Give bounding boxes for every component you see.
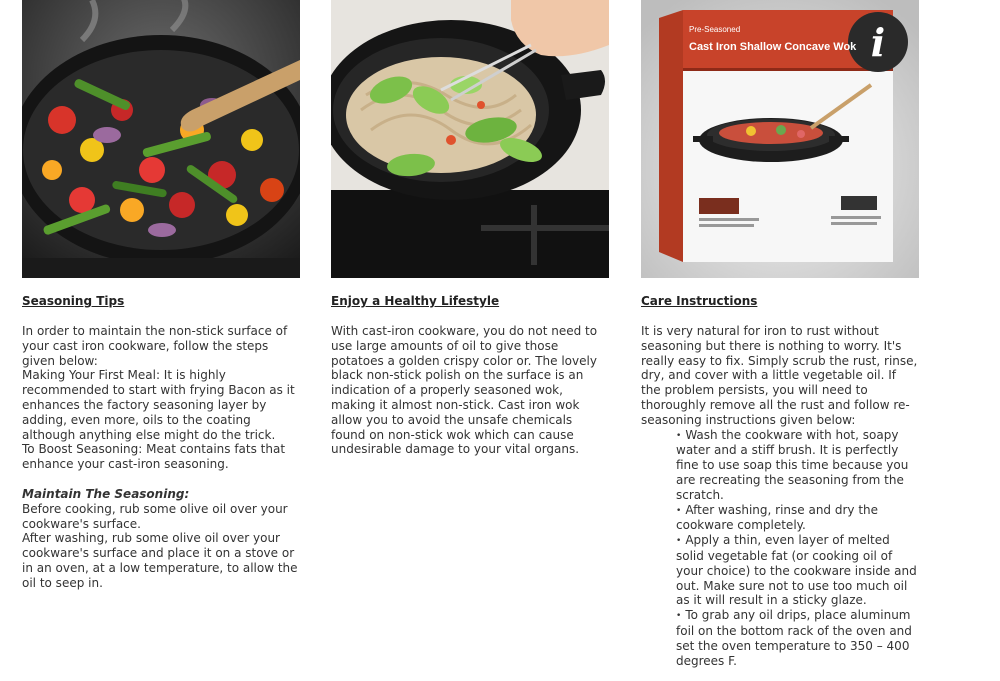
product-box-illustration	[641, 0, 919, 278]
bullet-icon: •	[676, 505, 682, 516]
paragraph: After washing, rub some olive oil over your cookware's surface and place it on a stove or in an oven, at a low temperature, to allow the oil to seep in.	[22, 531, 298, 590]
paragraph: It is very natural for iron to rust without seasoning but there is nothing to worry. It's really easy to fix. Simply scrub the rust, rinse, dry, and cover with a little vegetable oil. If the problem persists, you will need to thoroughly remove all the rust and follow re-seasoning instructions given below:	[641, 324, 918, 427]
section-heading: Seasoning Tips	[22, 294, 125, 308]
bullet-icon: •	[676, 430, 682, 441]
list-item-text: Apply a thin, even layer of melted solid vegetable fat (or cooking oil of your choice) to the cookware inside and out. Make sure not to use too much oil as it will result in a sticky glaze.	[676, 533, 917, 608]
bullet-icon: •	[676, 611, 682, 622]
stir-fry-photo	[22, 0, 300, 278]
care-steps-list	[676, 428, 919, 669]
list-item	[676, 503, 919, 534]
paragraph: In order to maintain the non-stick surface of your cast iron cookware, follow the steps given below:	[22, 324, 288, 368]
subheading: Maintain The Seasoning:	[22, 486, 190, 501]
list-item-text: To grab any oil drips, place aluminum foil on the bottom rack of the oven and set the oven temperature to 350 – 400 degrees F.	[676, 608, 912, 668]
column-care-instructions	[641, 0, 919, 668]
list-item	[676, 428, 919, 503]
paragraph: To Boost Seasoning: Meat contains fats that enhance your cast-iron seasoning.	[22, 442, 286, 472]
list-item	[676, 533, 919, 608]
box-label-title: Cast Iron Shallow Concave Wok	[689, 41, 857, 53]
bullet-icon: •	[676, 536, 682, 547]
column-seasoning-tips	[22, 0, 300, 591]
column-healthy-lifestyle	[331, 0, 609, 457]
paragraph: With cast-iron cookware, you do not need to use large amounts of oil to give those potatoes a golden crispy color or. The lovely black non-stick polish on the surface is an indication of a properly seasoned wok, making it almost non-stick. Cast iron wok allow you to avoid the unsafe chemicals found on non-stick wok which can cause undesirable damage to your vital organs.	[331, 324, 598, 457]
box-label-small: Pre-Seasoned	[689, 25, 741, 34]
list-item	[676, 608, 919, 668]
list-item-text: After washing, rinse and dry the cookware completely.	[676, 502, 879, 533]
info-icon-glyph: i	[870, 20, 886, 65]
section-heading: Enjoy a Healthy Lifestyle	[331, 294, 500, 308]
paragraph: Making Your First Meal: It is highly recommended to start with frying Bacon as it enhances the factory seasoning layer by adding, even more, oils to the coating although anything else might do the trick.	[22, 368, 295, 442]
noodle-wok-illustration	[331, 0, 609, 278]
product-box-photo	[641, 0, 919, 278]
stir-fry-illustration	[22, 0, 300, 278]
section-heading: Care Instructions	[641, 294, 758, 308]
noodle-wok-photo	[331, 0, 609, 278]
list-item-text: Wash the cookware with hot, soapy water and a stiff brush. It is perfectly fine to use soap this time because you are recreating the seasoning from the scratch.	[676, 427, 909, 502]
paragraph: Before cooking, rub some olive oil over your cookware's surface.	[22, 501, 288, 531]
